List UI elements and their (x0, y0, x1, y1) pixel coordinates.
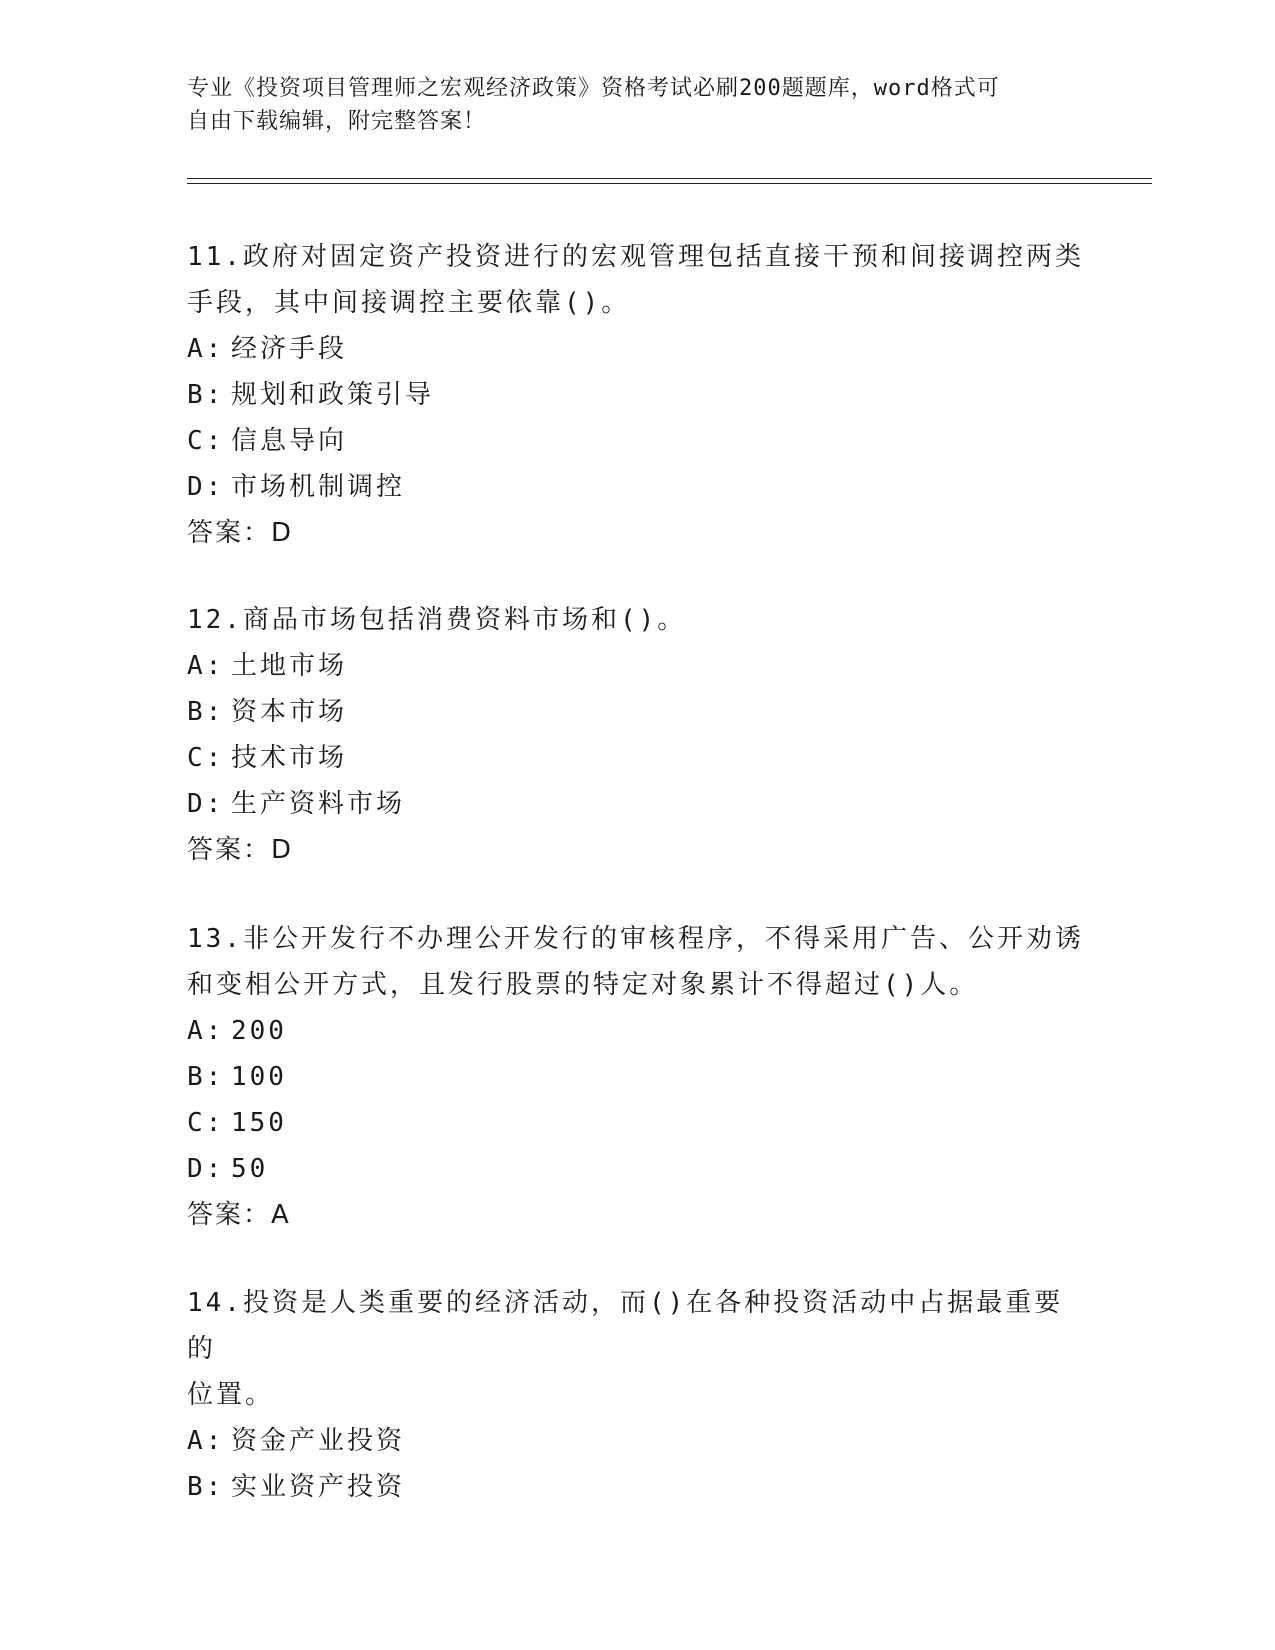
option-b (187, 1464, 1087, 1510)
question-14 (187, 1280, 1087, 1510)
option-letter: D: (187, 1154, 225, 1184)
option-a (187, 326, 1087, 372)
header-line-2: 自由下载编辑，附完整答案！ (187, 109, 487, 134)
option-letter: B: (187, 380, 225, 410)
answer-line: 答案：D (187, 835, 294, 865)
answer-line: 答案：D (187, 518, 294, 548)
option-c (187, 418, 1087, 464)
option-a (187, 1418, 1087, 1464)
option-letter: A: (187, 1426, 225, 1456)
option-letter: A: (187, 334, 225, 364)
question-stem-line: 和变相公开方式，且发行股票的特定对象累计不得超过()人。 (187, 970, 979, 1000)
header-divider-top (187, 178, 1152, 179)
option-text: 技术市场 (231, 743, 348, 773)
question-stem-line: 手段，其中间接调控主要依靠()。 (187, 288, 631, 318)
option-letter: B: (187, 1062, 225, 1092)
option-text: 土地市场 (231, 651, 348, 681)
question-12 (187, 597, 1087, 873)
question-13 (187, 916, 1087, 1238)
option-text: 规划和政策引导 (231, 380, 435, 410)
option-letter: D: (187, 789, 225, 819)
option-text: 生产资料市场 (231, 789, 406, 819)
option-text: 资金产业投资 (231, 1426, 406, 1456)
option-letter: A: (187, 1016, 225, 1046)
option-b (187, 689, 1087, 735)
option-text: 150 (231, 1108, 287, 1138)
option-letter: C: (187, 426, 225, 456)
header-divider-bottom (187, 183, 1152, 184)
option-a (187, 1008, 1087, 1054)
question-stem-line: 14.投资是人类重要的经济活动，而()在各种投资活动中占据最重要的 (187, 1288, 1064, 1364)
option-text: 经济手段 (231, 334, 348, 364)
option-text: 信息导向 (231, 426, 348, 456)
option-letter: B: (187, 1472, 225, 1502)
option-c (187, 735, 1087, 781)
question-stem-line: 13.非公开发行不办理公开发行的审核程序，不得采用广告、公开劝诱 (187, 924, 1084, 954)
option-letter: A: (187, 651, 225, 681)
document-header (187, 72, 1087, 138)
option-d (187, 1146, 1087, 1192)
answer-line: 答案：A (187, 1200, 291, 1230)
question-11 (187, 234, 1087, 556)
option-text: 50 (231, 1154, 269, 1184)
option-letter: B: (187, 697, 225, 727)
option-a (187, 643, 1087, 689)
option-letter: C: (187, 1108, 225, 1138)
option-c (187, 1100, 1087, 1146)
option-d (187, 464, 1087, 510)
option-text: 实业资产投资 (231, 1472, 406, 1502)
option-letter: C: (187, 743, 225, 773)
option-text: 市场机制调控 (231, 472, 406, 502)
question-stem-line: 11.政府对固定资产投资进行的宏观管理包括直接干预和间接调控两类 (187, 242, 1084, 272)
option-b (187, 372, 1087, 418)
question-stem-line: 12.商品市场包括消费资料市场和()。 (187, 605, 687, 635)
question-stem-line: 位置。 (187, 1380, 275, 1410)
option-b (187, 1054, 1087, 1100)
option-text: 100 (231, 1062, 287, 1092)
option-text: 资本市场 (231, 697, 348, 727)
option-letter: D: (187, 472, 225, 502)
option-d (187, 781, 1087, 827)
option-text: 200 (231, 1016, 287, 1046)
header-line-1: 专业《投资项目管理师之宏观经济政策》资格考试必刷200题题库，word格式可 (187, 76, 1000, 101)
